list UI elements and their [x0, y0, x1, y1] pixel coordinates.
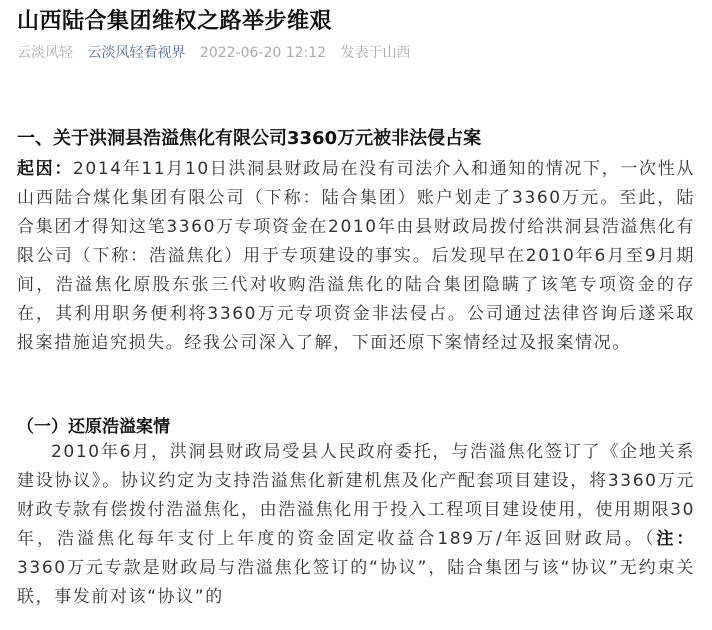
cause-label: 起因： [17, 159, 73, 179]
case-text: 2010年6月，洪洞县财政局受县人民政府委托，与浩溢焦化签订了《企地关系建设协议》。协议约定为支持浩溢焦化新建机焦及化产配套项目建设，将3360万元财政专款有偿拨付浩溢焦化，由浩溢焦化用于投入工程项目建设使用，使用期限30年，浩溢焦化每年支付上年度的资金固定收益合189万/年返回财政局。（ [17, 442, 695, 549]
note-text: 3360万元专款是财政局与浩溢焦化签订的“协议”，陆合集团与该“协议”无约束关联，事发前对该“协议”的 [17, 558, 695, 607]
case-paragraph [17, 438, 695, 612]
subsection-heading: （一）还原浩溢案情 [17, 417, 170, 437]
author-name: 云淡风轻 [17, 45, 73, 61]
section-heading: 一、关于洪洞县浩溢焦化有限公司3360万元被非法侵占案 [17, 128, 482, 149]
cause-text: 2014年11月10日洪洞县财政局在没有司法介入和通知的情况下，一次性从山西陆合煤化集团有限公司（下称：陆合集团）账户划走了3360万元。至此，陆合集团才得知这笔3360万专项资金在2010年由县财政局拨付给洪洞县浩溢焦化有限公司（下称：浩溢焦化）用于专项建设的事实。后发现早在2010年6月至9月期间，浩溢焦化原股东张三代对收购浩溢焦化的陆合集团隐瞒了该笔专项资金的存在，其利用职务便利将3360万元专项资金非法侵占。公司通过法律咨询后遂采取报案措施追究损失。经我公司深入了解，下面还原下案情经过及报案情况。 [17, 159, 695, 353]
article-meta [17, 42, 421, 62]
publish-location: 发表于山西 [340, 45, 411, 61]
cause-paragraph [17, 155, 695, 358]
note-label: 注： [656, 529, 696, 549]
article-title: 山西陆合集团维权之路举步维艰 [17, 9, 333, 34]
account-link[interactable]: 云淡风轻看视界 [87, 45, 186, 61]
publish-datetime: 2022-06-20 12:12 [199, 45, 327, 61]
